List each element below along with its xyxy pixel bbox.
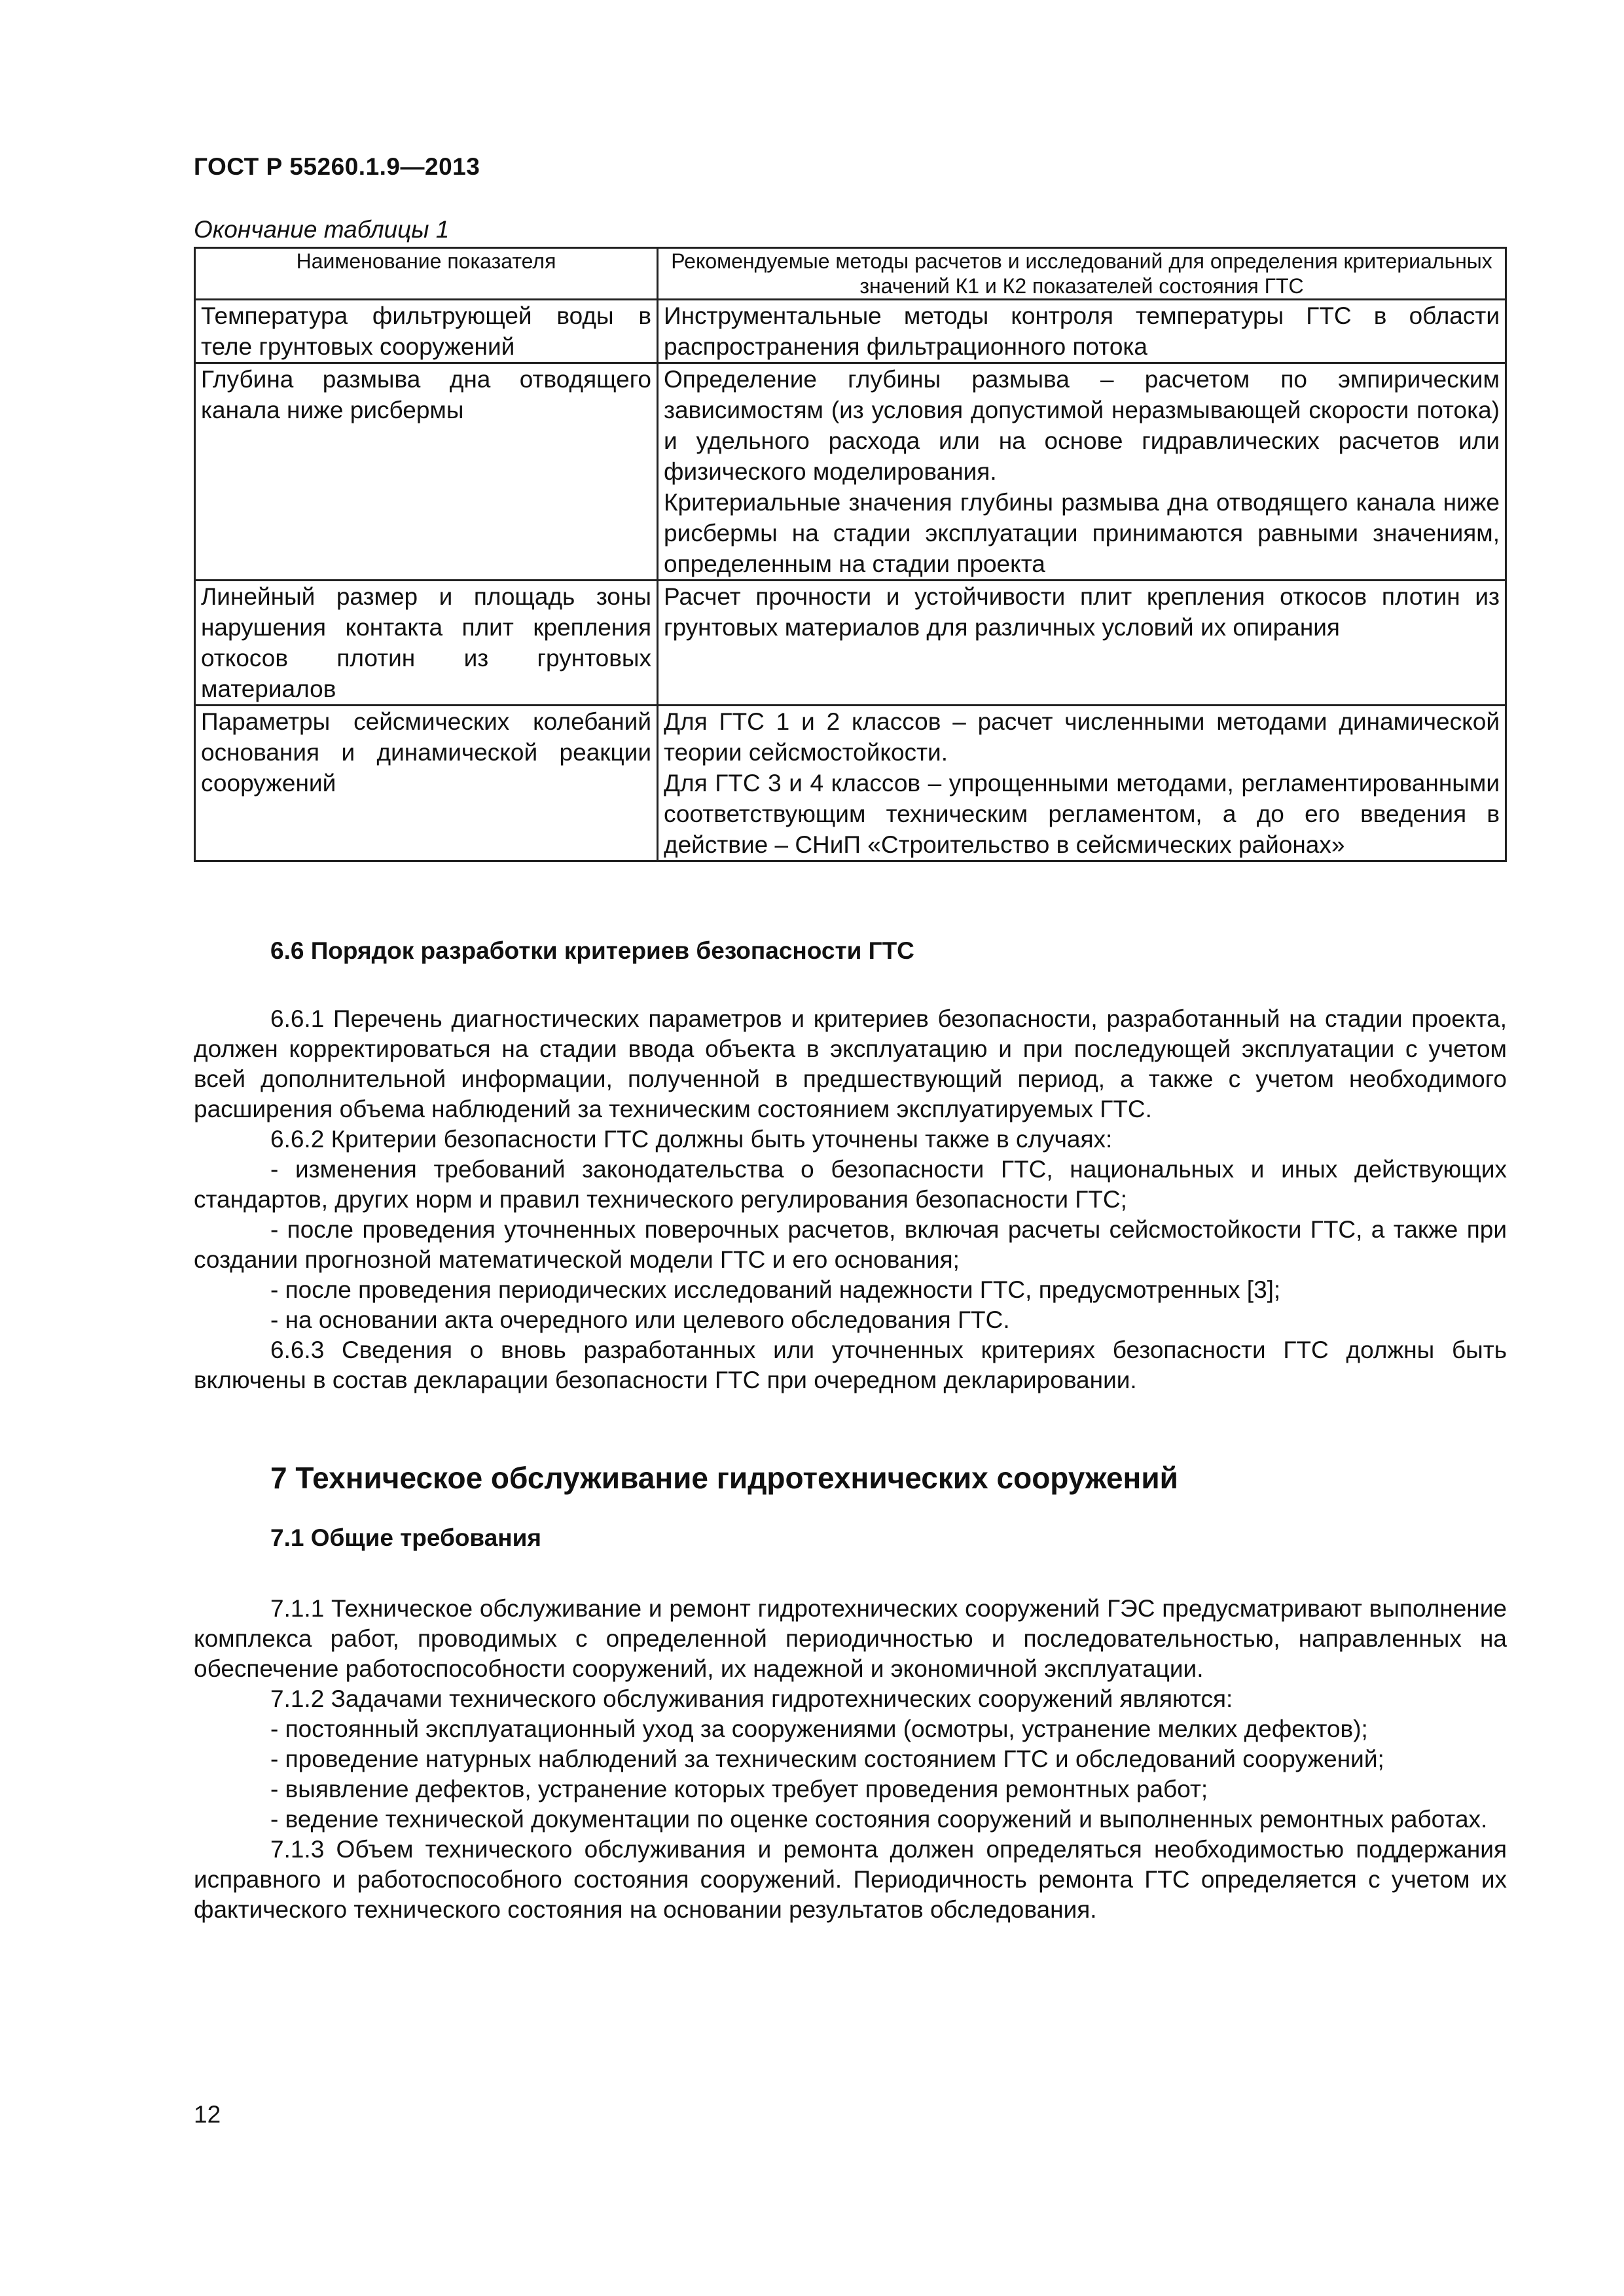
indicator-cell: Температура фильтрующей воды в теле грунтовых сооружений xyxy=(195,300,658,363)
paragraph-6-6-2: 6.6.2 Критерии безопасности ГТС должны быть уточнены также в случаях: xyxy=(270,1126,1113,1153)
table-row xyxy=(195,300,1506,363)
section-7-title: 7 Техническое обслуживание гидротехнических сооружений xyxy=(270,1461,1178,1495)
indicator-cell: Глубина размыва дна отводящего канала ниже рисбермы xyxy=(195,363,658,581)
column-header-indicator: Наименование показателя xyxy=(195,248,658,300)
indicator-cell: Линейный размер и площадь зоны нарушения контакта плит крепления откосов плотин из грунтовых материалов xyxy=(195,581,658,706)
table-row xyxy=(195,581,1506,706)
paragraph-6-6-3: 6.6.3 Сведения о вновь разработанных или уточненных критериях безопасности ГТС должны быть включены в состав декларации безопасности ГТС при очередном декларировании. xyxy=(194,1336,1507,1393)
table-row xyxy=(195,706,1506,861)
column-header-methods: Рекомендуемые методы расчетов и исследований для определения критериальных значений К1 и К2 показателей состояния ГТС xyxy=(658,248,1506,300)
paragraph-6-6-1: 6.6.1 Перечень диагностических параметров и критериев безопасности, разработанный на стадии проекта, должен корректироваться на стадии ввода объекта в эксплуатацию и при последующей эксплуатации с учетом всей дополнительной информации, полученной в предшествующий период, а также с учетом необходимого расширения объема наблюдений за техническим состоянием эксплуатируемых ГТС. xyxy=(194,1005,1507,1122)
methods-cell xyxy=(658,706,1506,861)
list-item: - ведение технической документации по оценке состояния сооружений и выполненных ремонтных работах. xyxy=(270,1806,1488,1833)
table-row xyxy=(195,363,1506,581)
methods-paragraph: Для ГТС 3 и 4 классов – упрощенными методами, регламентированными соответствующим техническим регламентом, а до его введения в действие – СНиП «Строительство в сейсмических районах» xyxy=(664,770,1500,858)
page-number: 12 xyxy=(194,2101,221,2128)
paragraph-7-1-1: 7.1.1 Техническое обслуживание и ремонт гидротехнических сооружений ГЭС предусматривают выполнение комплекса работ, проводимых с определенной периодичностью и последовательностью, направленных на обеспечение работоспособности сооружений, их надежной и экономичной эксплуатации. xyxy=(194,1595,1507,1682)
list-item: - изменения требований законодательства о безопасности ГТС, национальных и иных действующих стандартов, других норм и правил технического регулирования безопасности ГТС; xyxy=(194,1156,1507,1213)
methods-cell xyxy=(658,581,1506,706)
methods-paragraph: Определение глубины размыва – расчетом по эмпирическим зависимостям (из условия допустимой неразмывающей скорости потока) и удельного расхода или на основе гидравлических расчетов или физического моделирования. xyxy=(664,366,1500,485)
list-item: - на основании акта очередного или целевого обследования ГТС. xyxy=(270,1306,1010,1333)
list-item: - проведение натурных наблюдений за техническим состоянием ГТС и обследований сооружений; xyxy=(270,1746,1384,1772)
table-caption: Окончание таблицы 1 xyxy=(194,216,450,243)
section-7-1-title: 7.1 Общие требования xyxy=(270,1524,541,1551)
paragraph-7-1-3: 7.1.3 Объем технического обслуживания и ремонта должен определяться необходимостью поддержания исправного и работоспособного состояния сооружений. Периодичность ремонта ГТС определяется с учетом их фактического технического состояния на основании результатов обследования. xyxy=(194,1836,1507,1923)
methods-paragraph: Критериальные значения глубины размыва дна отводящего канала ниже рисбермы на стадии эксплуатации принимаются равными значениям, определенным на стадии проекта xyxy=(664,489,1500,577)
criteria-methods-table xyxy=(194,247,1507,862)
list-item: - постоянный эксплуатационный уход за сооружениями (осмотры, устранение мелких дефектов); xyxy=(270,1715,1368,1742)
paragraph-7-1-2: 7.1.2 Задачами технического обслуживания гидротехнических сооружений являются: xyxy=(270,1685,1233,1712)
list-item: - после проведения уточненных поверочных расчетов, включая расчеты сейсмостойкости ГТС, а также при создании прогнозной математической модели ГТС и его основания; xyxy=(194,1216,1507,1273)
methods-paragraph: Расчет прочности и устойчивости плит крепления откосов плотин из грунтовых материалов для различных условий их опирания xyxy=(664,583,1500,641)
methods-paragraph: Инструментальные методы контроля температуры ГТС в области распространения фильтрационного потока xyxy=(664,302,1500,360)
methods-cell xyxy=(658,363,1506,581)
methods-paragraph: Для ГТС 1 и 2 классов – расчет численными методами динамической теории сейсмостойкости. xyxy=(664,708,1500,766)
list-item: - выявление дефектов, устранение которых требует проведения ремонтных работ; xyxy=(270,1776,1208,1803)
table-header-row xyxy=(195,248,1506,300)
standard-designation: ГОСТ Р 55260.1.9—2013 xyxy=(194,153,480,180)
indicator-cell: Параметры сейсмических колебаний основания и динамической реакции сооружений xyxy=(195,706,658,861)
section-6-6-title: 6.6 Порядок разработки критериев безопасности ГТС xyxy=(270,937,914,964)
section-7 xyxy=(194,1463,1507,1925)
section-6-6 xyxy=(194,936,1507,1395)
methods-cell xyxy=(658,300,1506,363)
list-item: - после проведения периодических исследований надежности ГТС, предусмотренных [3]; xyxy=(270,1276,1281,1303)
